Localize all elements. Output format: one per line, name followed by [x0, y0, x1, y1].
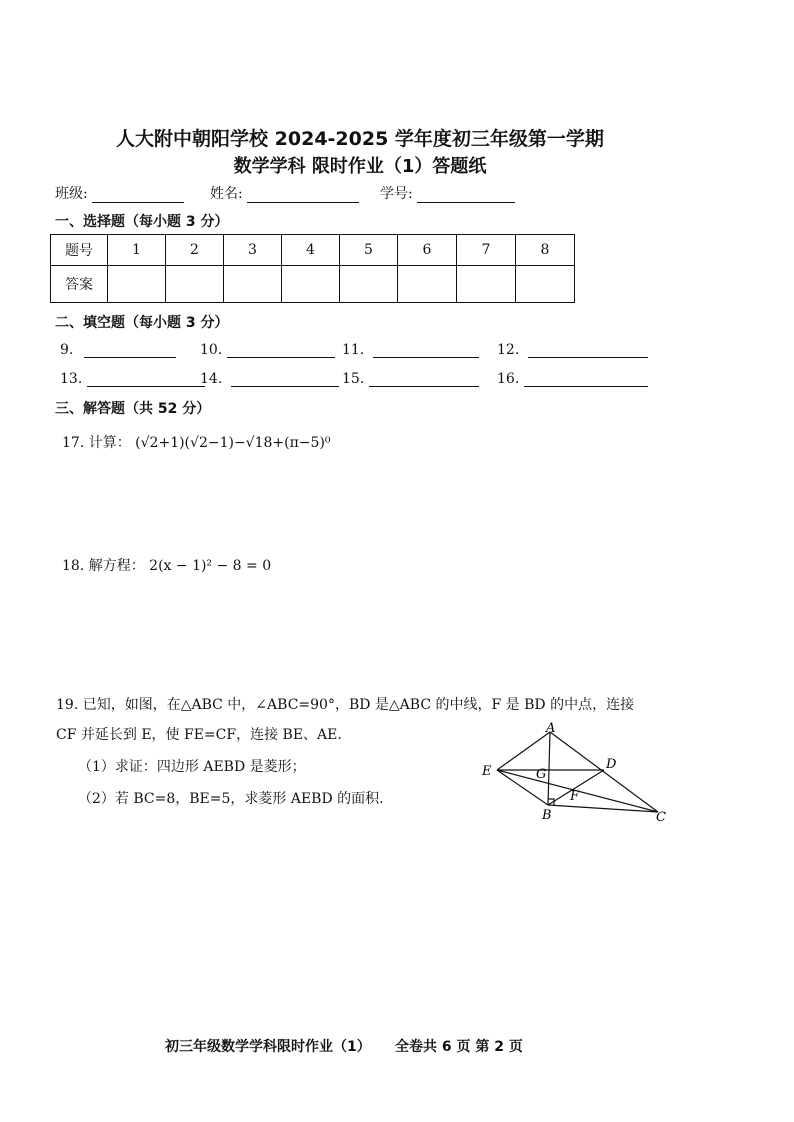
section1-heading: 一、选择题（每小题 3 分） [55, 214, 229, 230]
fill-number: 12. [497, 342, 520, 358]
id-blank[interactable] [417, 188, 515, 203]
q17-label: 17. 计算： [62, 435, 131, 451]
fill-number: 14. [200, 371, 223, 387]
fill-item-12 [497, 342, 648, 358]
fill-number: 15. [342, 371, 365, 387]
question-number: 6 [398, 235, 457, 266]
q18-label: 18. 解方程： [62, 558, 145, 574]
fill-number: 10. [200, 342, 223, 358]
label-b: B [542, 808, 552, 823]
answer-cell[interactable] [166, 266, 224, 303]
answer-cell[interactable] [282, 266, 340, 303]
table-row [51, 235, 575, 266]
fill-blank[interactable] [528, 343, 648, 358]
question-number: 8 [516, 235, 575, 266]
question-18 [62, 555, 271, 575]
question-17 [62, 432, 331, 452]
segment-ab [548, 732, 550, 805]
segment-bc [548, 805, 658, 812]
label-a: A [546, 721, 556, 736]
id-field [380, 183, 515, 203]
label-f: F [570, 789, 580, 804]
fill-blank[interactable] [227, 343, 335, 358]
question-number: 4 [282, 235, 340, 266]
name-label: 姓名: [210, 186, 243, 202]
answer-cell[interactable] [340, 266, 398, 303]
class-field [55, 183, 184, 203]
question-number: 1 [108, 235, 166, 266]
geometry-figure [470, 720, 680, 825]
fill-item-16 [497, 371, 648, 387]
q17-answer-area[interactable] [60, 462, 730, 542]
fill-item-9 [60, 342, 176, 358]
fill-item-11 [342, 342, 479, 358]
q19-text-line2: CF 并延长到 E，使 FE=CF，连接 BE、AE. [56, 727, 342, 743]
fill-blank[interactable] [524, 372, 648, 387]
section3-heading: 三、解答题（共 52 分） [55, 401, 211, 417]
q19-part1: （1）求证：四边形 AEBD 是菱形； [78, 759, 306, 775]
q19-part2: （2）若 BC=8，BE=5，求菱形 AEBD 的面积. [78, 791, 384, 807]
question-number: 7 [457, 235, 516, 266]
q17-expression: (√2+1)(√2−1)−√18+(π−5)⁰ [135, 435, 331, 451]
answer-cell[interactable] [516, 266, 575, 303]
row-label-number: 题号 [51, 235, 108, 266]
footer-page-info: 全卷共 6 页 第 2 页 [395, 1039, 523, 1055]
fill-number: 16. [497, 371, 520, 387]
fill-blank[interactable] [231, 372, 339, 387]
answer-cell[interactable] [224, 266, 282, 303]
class-blank[interactable] [92, 188, 184, 203]
fill-item-10 [200, 342, 335, 358]
answer-cell[interactable] [108, 266, 166, 303]
answer-cell[interactable] [457, 266, 516, 303]
choice-answer-table [50, 234, 575, 303]
fill-blank[interactable] [87, 372, 205, 387]
row-label-answer: 答案 [51, 266, 108, 303]
page-title: 人大附中朝阳学校 2024-2025 学年度初三年级第一学期 [116, 128, 604, 150]
segment-ea [497, 732, 550, 770]
q19-text-line1: 19. 已知，如图，在△ABC 中，∠ABC=90°，BD 是△ABC 的中线，F 是 BD 的中点，连接 [56, 697, 635, 713]
label-c: C [656, 810, 666, 825]
fill-blank[interactable] [373, 343, 479, 358]
footer-left: 初三年级数学学科限时作业（1） [165, 1039, 371, 1055]
fill-item-14 [200, 371, 339, 387]
question-number: 3 [224, 235, 282, 266]
page-subtitle: 数学学科 限时作业（1）答题纸 [233, 156, 487, 177]
table-row [51, 266, 575, 303]
fill-number: 11. [342, 342, 365, 358]
label-g: G [536, 767, 547, 782]
label-e: E [482, 764, 492, 779]
fill-item-13 [60, 371, 205, 387]
fill-blank[interactable] [84, 343, 176, 358]
id-label: 学号: [380, 186, 413, 202]
q18-expression: 2(x − 1)² − 8 = 0 [149, 558, 272, 574]
name-field [210, 183, 359, 203]
class-label: 班级: [55, 186, 88, 202]
question-number: 5 [340, 235, 398, 266]
fill-number: 13. [60, 371, 83, 387]
answer-cell[interactable] [398, 266, 457, 303]
question-number: 2 [166, 235, 224, 266]
segment-ac [550, 732, 658, 812]
section2-heading: 二、填空题（每小题 3 分） [55, 315, 229, 331]
fill-blank[interactable] [369, 372, 479, 387]
q18-answer-area[interactable] [60, 585, 730, 680]
fill-item-15 [342, 371, 479, 387]
fill-number: 9. [60, 342, 74, 358]
name-blank[interactable] [247, 188, 359, 203]
label-d: D [606, 757, 617, 772]
